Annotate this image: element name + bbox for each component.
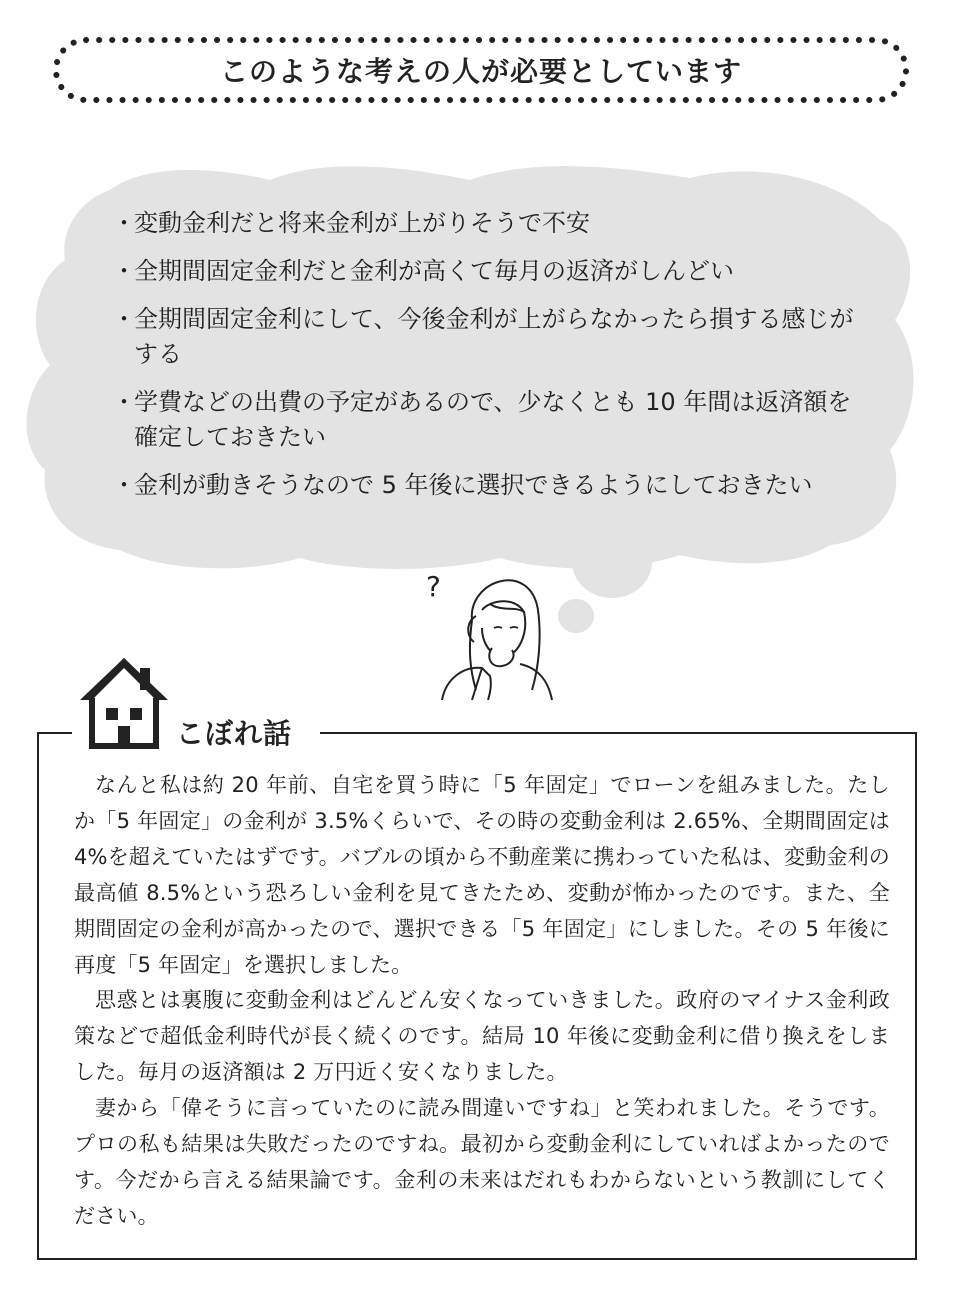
house-icon bbox=[78, 654, 170, 750]
bullet: ・ bbox=[112, 209, 136, 237]
paragraph: なんと私は約 20 年前、自宅を買う時に「5 年固定」でローンを組みました。たしか「5 年固定」の金利が 3.5%くらいで、その時の変動金利は 2.65%、全期間固定は 4%を超えていたはずです。バブルの頃から不動産業に携わっていた私は、変動金利の最高値 8.5%という恐ろしい金利を見てきたため、変動が怖かったのです。また、全期間固定の金利が高かったので、選択できる「5 年固定」にしました。その 5 年後に再度「5 年固定」を選択しました。 bbox=[74, 773, 891, 977]
concern-text: 全期間固定金利にして、今後金利が上がらなかったら損する感じがする bbox=[134, 305, 854, 368]
list-item bbox=[112, 254, 872, 289]
concern-list bbox=[112, 206, 872, 516]
bullet: ・ bbox=[112, 257, 136, 285]
bullet: ・ bbox=[112, 388, 136, 416]
list-item bbox=[112, 468, 872, 503]
concern-text: 全期間固定金利だと金利が高くて毎月の返済がしんどい bbox=[134, 257, 734, 285]
list-item bbox=[112, 206, 872, 241]
list-item bbox=[112, 385, 872, 455]
thinking-person-illustration bbox=[420, 560, 570, 700]
concern-text: 変動金利だと将来金利が上がりそうで不安 bbox=[134, 209, 590, 237]
paragraph: 妻から「偉そうに言っていたのに読み間違いですね」と笑われました。そうです。プロの私も結果は失敗だったのですね。最初から変動金利にしていればよかったのです。今だから言える結果論です。金利の未来はだれもわからないという教訓にしてください。 bbox=[74, 1096, 890, 1228]
column-title: こぼれ話 bbox=[176, 717, 293, 750]
list-item bbox=[112, 302, 872, 372]
concern-text: 学費などの出費の予定があるので、少なくとも 10 年間は返済額を確定しておきたい bbox=[134, 388, 852, 451]
column-body bbox=[74, 768, 890, 1235]
question-mark-icon: ? bbox=[426, 570, 441, 603]
paragraph: 思惑とは裏腹に変動金利はどんどん安くなっていきました。政府のマイナス金利政策などで超低金利時代が長く続くのです。結局 10 年後に変動金利に借り換えをしました。毎月の返済額は 2 万円近く安くなりました。 bbox=[74, 988, 890, 1085]
heading-title: このような考えの人が必要としています bbox=[219, 55, 742, 88]
bullet: ・ bbox=[112, 305, 136, 333]
concern-text: 金利が動きそうなので 5 年後に選択できるようにしておきたい bbox=[134, 471, 813, 499]
heading-banner bbox=[50, 34, 912, 106]
bullet: ・ bbox=[112, 471, 136, 499]
